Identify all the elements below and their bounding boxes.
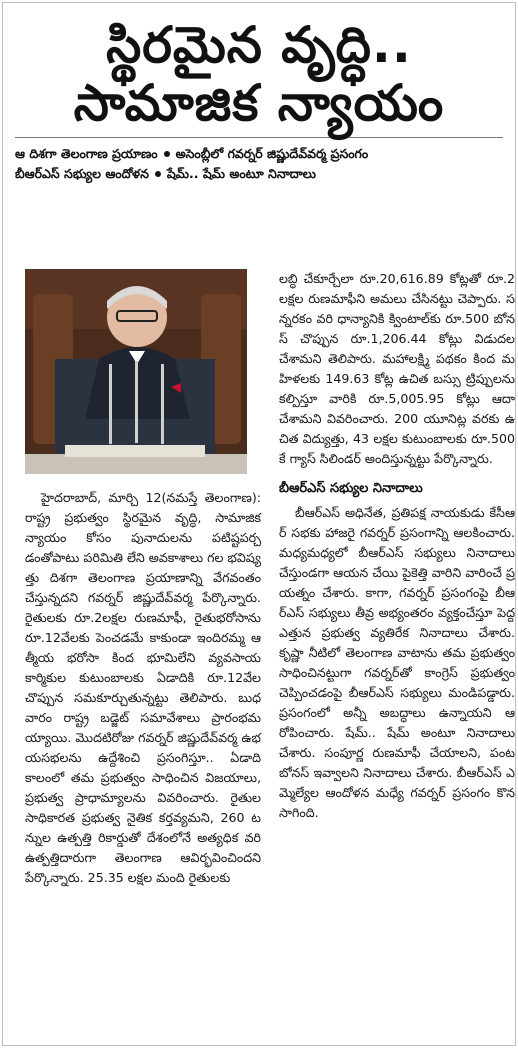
right-body-1 <box>279 269 515 469</box>
subhead-2: అసెంబ్లీలో గవర్నర్ జిష్ణుదేవ్‌వర్మ ప్రసంగం <box>175 146 369 161</box>
right-body-2 <box>279 503 515 823</box>
newspaper-clipping <box>2 2 516 1046</box>
subhead-row-1 <box>15 144 503 164</box>
headline-line-1: స్థిరమైన వృద్ధి.. <box>106 16 412 74</box>
subhead-1: ఆ దిశగా తెలంగాణ ప్రయాణం <box>15 146 158 161</box>
subheads <box>15 144 503 184</box>
subhead-3: బీఆర్‌ఎస్ సభ్యుల ఆందోళన <box>15 166 149 181</box>
left-body <box>25 488 261 888</box>
right-paragraph-2: బీఆర్‌ఎస్ అధినేత, ప్రతిపక్ష నాయకుడు కేసీఆర్ సభకు హాజరై గవర్నర్ ప్రసంగాన్ని ఆలకించారు. మధ్యమధ్యలో బీఆర్‌ఎస్ సభ్యులు నినాదాలు చేస్తుండగా ఆయన చేయి పైకెత్తి వారిని వారించే ప్రయత్నం చేశారు. కాగా, గవర్నర్ ప్రసంగంపై బీఆర్‌ఎస్ సభ్యులు తీవ్ర అభ్యంతరం వ్యక్తంచేస్తూ పెద్దఎత్తున ప్రభుత్వ వ్యతిరేక నినాదాలు చేశారు. కృష్ణా నీటిలో తెలంగాణ వాటాను తమ ప్రభుత్వం సాధించినట్టుగా గవర్నర్‌తో కాంగ్రెస్ ప్రభుత్వం చెప్పించడంపై బీఆర్‌ఎస్ సభ్యులు మండిపడ్డారు. ప్రసంగంలో అన్నీ అబద్ధాలు ఉన్నాయని ఆరోపించారు. షేమ్.. షేమ్ అంటూ నినాదాలు చేశారు. సంపూర్ణ రుణమాఫీ చేయాలని, పంట బోనస్ ఇవ్వాలని నినాదాలు చేశారు. బీఆర్‌ఎస్ ఎమ్మెల్యేల ఆందోళన మధ్యే గవర్నర్ ప్రసంగం కొనసాగింది. <box>279 505 515 820</box>
bullet-icon <box>155 171 161 177</box>
right-subhead: బీఆర్‌ఎస్ సభ్యుల నినాదాలు <box>279 481 423 496</box>
governor-photo <box>25 269 247 474</box>
subhead-4: షేమ్.. షేమ్ అంటూ నినాదాలు <box>166 166 316 181</box>
right-paragraph-1: లబ్ధి చేకూర్చేలా రూ.20,616.89 కోట్లతో రూ.2 లక్షల రుణమాఫీని అమలు చేసినట్టు చెప్పారు. సన్నరకం వరి ధాన్యానికి క్వింటాల్‌కు రూ.500 బోనస్ చొప్పున రూ.1,206.44 కోట్లు విడుదల చేశామని తెలిపారు. మహాలక్ష్మి పథకం కింద మహిళలకు 149.63 కోట్ల ఉచిత బస్సు ట్రిప్పులను కల్పిస్తూ వారికి రూ.5,005.95 కోట్లు ఆదా చేశామని వివరించారు. 200 యూనిట్ల వరకు ఉచిత విద్యుత్తు, 43 లక్షల కుటుంబాలకు రూ.500కే గ్యాస్ సిలిండర్ అందిస్తున్నట్టు పేర్కొన్నారు. <box>279 271 515 466</box>
left-paragraph: హైదరాబాద్, మార్చి 12(నమస్తే తెలంగాణ): రాష్ట్ర ప్రభుత్వం స్థిరమైన వృద్ధి, సామాజిక న్యాయం కోసం పునాదులను పటిష్టపర్చడంతోపాటు పరిమితి లేని అవకాశాలు గల భవిష్యత్తు దిశగా తెలంగాణ ప్రయాణాన్ని వేగవంతం చేస్తున్నదని గవర్నర్ జిష్ణుదేవ్‌వర్మ పేర్కొన్నారు. రైతులకు రూ.2లక్షల రుణమాఫీ, రైతుభరోసాను రూ.12వేలకు పెంచడమే కాకుండా ఇందిరమ్మ ఆత్మీయ భరోసా కింద భూమిలేని వ్యవసాయ కార్మికుల కుటుంబాలకు ఏడాదికి రూ.12వేల చొప్పున సమకూర్చుతున్నట్టు తెలిపారు. బుధవారం రాష్ట్ర బడ్జెట్ సమావేశాలు ప్రారంభమయ్యాయి. మొదటిరోజు గవర్నర్ జిష్ణుదేవ్‌వర్మ ఉభయసభలను ఉద్దేశించి ప్రసంగిస్తూ.. ఏడాది కాలంలో తమ ప్రభుత్వం సాధించిన విజయాలు, ప్రభుత్వ ప్రాధామ్యాలను వివరించారు. రైతుల సాధికారత ప్రభుత్వ నైతిక కర్తవ్యమని, 260 టన్నుల ఉత్పత్తి రికార్డుతో దేశంలోనే అత్యధిక వరి ఉత్పత్తిదారుగా తెలంగాణ ఆవిర్భవించిందని పేర్కొన్నారు. 25.35 లక్షల మంది రైతులకు <box>25 490 261 885</box>
left-column <box>25 269 261 888</box>
headline-line-2: సామాజిక న్యాయం <box>73 74 445 132</box>
right-column <box>279 269 515 823</box>
article-columns <box>25 269 515 1039</box>
subhead-row-2 <box>15 164 503 184</box>
bullet-icon <box>164 151 170 157</box>
divider <box>15 137 503 138</box>
governor-photo-icon <box>25 269 247 474</box>
